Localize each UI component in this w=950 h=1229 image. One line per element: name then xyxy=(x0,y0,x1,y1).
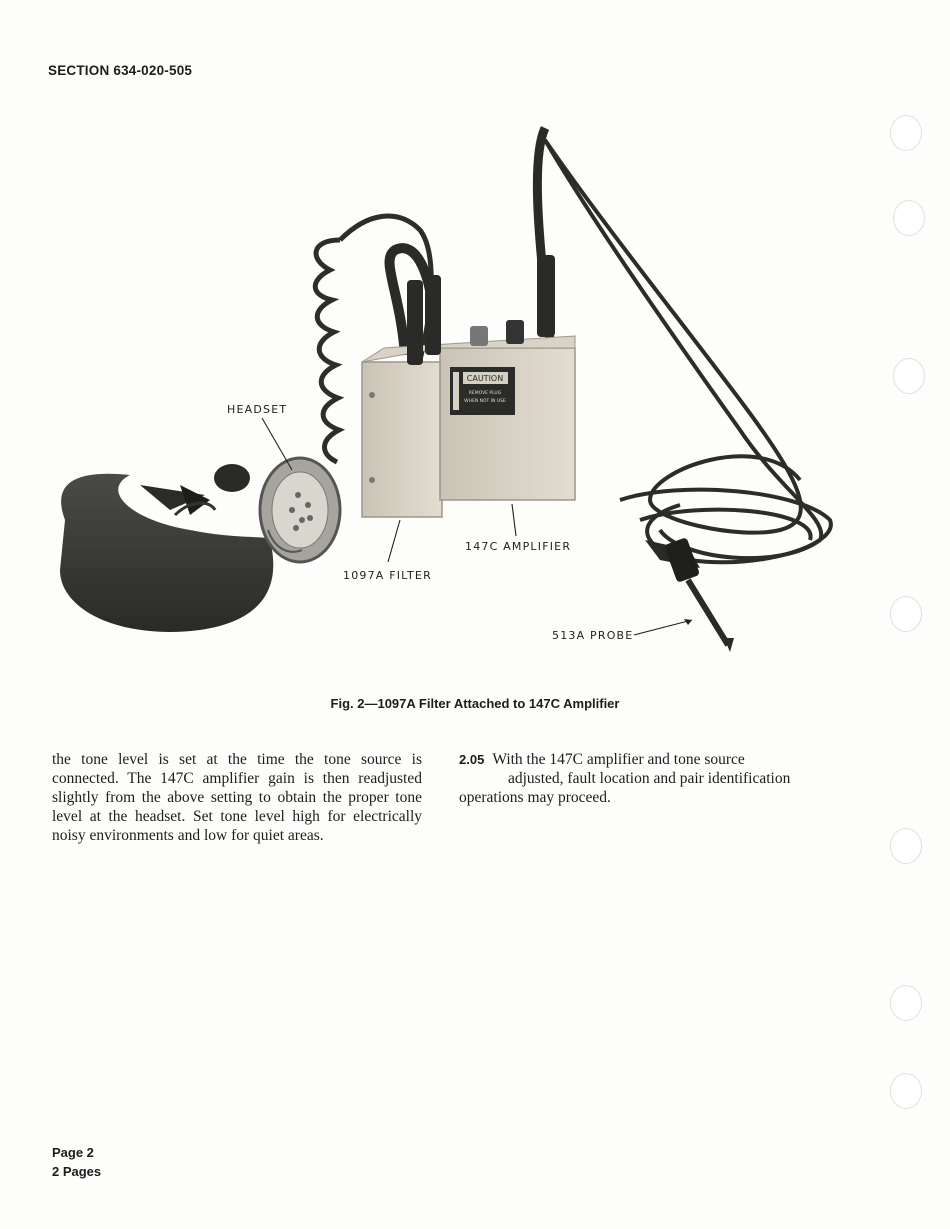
paragraph-rest: operations may proceed. xyxy=(459,789,611,806)
page-count: 2 Pages xyxy=(52,1164,102,1179)
punch-hole xyxy=(890,985,922,1021)
equipment-photo xyxy=(40,100,900,670)
right-column-text xyxy=(459,750,829,807)
punch-hole xyxy=(890,1073,922,1109)
paragraph-second-line: adjusted, fault location and pair identification xyxy=(508,770,791,787)
page-footer xyxy=(52,1143,101,1181)
paragraph-first-line xyxy=(459,750,829,769)
caution-text: CAUTION xyxy=(466,374,504,383)
probe-cord xyxy=(545,140,831,562)
jack xyxy=(506,320,524,344)
probe-label: 513A PROBE xyxy=(552,629,634,642)
caution-subtext: WHEN NOT IN USE xyxy=(464,399,506,404)
gain-knob xyxy=(470,326,488,346)
paragraph-number: 2.05 xyxy=(459,752,485,767)
caution-subtext: REMOVE PLUG xyxy=(468,391,502,396)
filter-label: 1097A FILTER xyxy=(343,569,432,582)
figure-caption: Fig. 2—1097A Filter Attached to 147C Amplifier xyxy=(330,696,620,711)
filter-box xyxy=(362,362,442,517)
section-header: SECTION 634-020-505 xyxy=(48,63,193,78)
headset-label: HEADSET xyxy=(227,403,288,416)
punch-hole xyxy=(890,828,922,864)
amplifier-label: 147C AMPLIFIER xyxy=(465,540,572,553)
cord-plug xyxy=(537,255,555,337)
left-column-text: the tone level is set at the time the tone source is connected. The 147C amplifier gain is then readjusted slightly from the above setting to obtain the proper tone level at the headset. Set tone level high for electrically noisy environments and low for quiet areas. xyxy=(52,751,422,844)
paragraph-text: With the 147C amplifier and tone source xyxy=(492,751,745,768)
page-number: Page 2 xyxy=(52,1145,94,1160)
